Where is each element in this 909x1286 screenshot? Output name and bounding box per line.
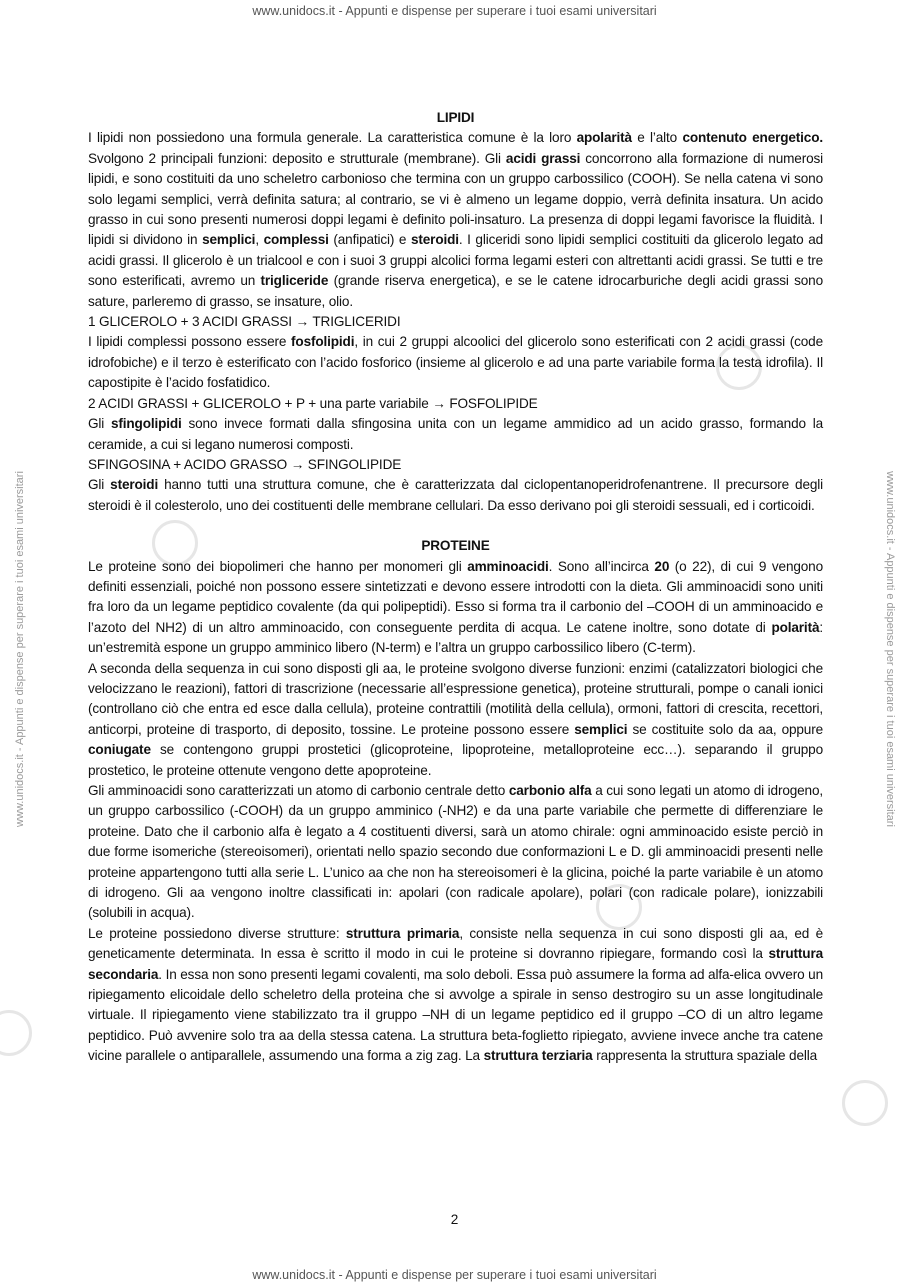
text-run: I lipidi complessi possono essere (88, 334, 292, 350)
text-run: SFINGOSINA + ACIDO GRASSO → SFINGOLIPIDE (88, 456, 402, 472)
bold-term: struttura secondaria (88, 946, 823, 982)
watermark-top: www.unidocs.it - Appunti e dispense per superare i tuoi esami universitari (252, 4, 657, 18)
paragraph (88, 924, 823, 1067)
text-run: Le proteine possiedono diverse strutture: (88, 925, 346, 941)
text-run: , in cui 2 gruppi alcoolici del glicerolo sono esterificati con 2 acidi grassi (code idrofobiche) e il terzo è esterificato con l’acido fosforico (insieme al glicerolo e ad una parte variabile forma la testa idrofila). Il capostipite è l’acido fosfatidico. (88, 334, 823, 391)
text-run: A seconda della sequenza in cui sono disposti gli aa, le proteine svolgono diverse funzioni: enzimi (catalizzatori biologici che velocizzano le reazioni), fattori di trascrizione (necessarie all’espressione genetica), proteine strutturali, pompe o canali ionici (controllano ciò che entra ed esce dalla cellula), proteine contrattili (motilità della cellula), ormoni, fattori di crescita, recettori, anticorpi, proteine di trasporto, di deposito, tossine. Le proteine possono essere (88, 660, 823, 737)
text-run: . Sono all’incirca (548, 558, 655, 574)
text-run: , consiste nella sequenza in cui sono disposti gli aa, ed è geneticamente determinata. In essa è scritto il modo in cui le proteine si dovranno ripiegare, formando così la (88, 925, 823, 962)
bold-term: semplici (202, 232, 256, 248)
bold-term: coniugate (88, 742, 151, 758)
text-run: se costituite solo da aa, oppure (627, 721, 824, 737)
bold-term: fosfolipidi (291, 334, 355, 350)
bold-term: contenuto energetico. (682, 130, 824, 146)
section-spacer (88, 516, 823, 536)
watermark-bottom: www.unidocs.it - Appunti e dispense per superare i tuoi esami universitari (252, 1268, 657, 1282)
text-run: Le proteine sono dei biopolimeri che hanno per monomeri gli (88, 558, 468, 574)
paragraph (88, 475, 823, 516)
bold-term: steroidi (110, 477, 159, 493)
section-heading: LIPIDI (436, 110, 475, 125)
text-run: hanno tutti una struttura comune, che è caratterizzata dal ciclopentanoperidrofenantrene. Il precursore degli steroidi è il colesterolo, uno dei costituenti delle membrane cellulari. Da esso derivano poi gli steroidi sessuali, ed i corticoidi. (88, 477, 824, 513)
paragraph (88, 332, 823, 393)
text-run: e l’alto (631, 130, 683, 146)
paragraph (88, 455, 823, 475)
bold-term: semplici (574, 721, 628, 737)
text-run: (o 22), di cui 9 vengono definiti essenziali, poiché non possono essere sintetizzati e devono essere introdotti con la dieta. Gli amminoacidi sono uniti fra loro da un legame peptidico covalente (da qui polipeptidi). Esso si forma tra il carbonio del –COOH di un amminoacido e l’azoto del NH2) di un altro amminoacido, con conseguente perdita di acqua. Le catene inoltre, sono dotate di (88, 558, 823, 635)
section-heading: PROTEINE (421, 538, 490, 554)
text-run: (grande riserva energetica), e se le catene idrocarburiche degli acidi grassi sono sature, parleremo di grasso, se insature, olio. (88, 273, 824, 309)
text-run: sono invece formati dalla sfingosina unita con un legame ammidico ad un acido grasso, formando la ceramide, a cui si legano numerosi composti. (88, 416, 823, 452)
text-run: , (255, 232, 264, 248)
text-run: a cui sono legati un atomo di idrogeno, un gruppo carbossilico (-COOH) da un gruppo amminico (-NH2) e da una parte variabile che permette di differenziare le proteine. Dato che il carbonio alfa è legato a 4 costituenti diversi, sarà un atomo chirale: ogni amminoacido esiste perciò in due forme isomeriche (stereoisomeri), orientati nello spazio secondo due conformazioni L e D. gli amminoacidi presenti nelle proteine appartengono tutti alla serie L. L’unico aa che non ha stereoisomeri è la glicina, poiché la parte variabile è un atomo di idrogeno. Gli aa vengono inoltre classificati in: apolari (con radicale apolare), polari (con radicale polare), ionizzabili (solubili in acqua). (88, 783, 824, 921)
paragraph (88, 394, 823, 414)
text-run: Svolgono 2 principali funzioni: deposito e strutturale (membrane). Gli (88, 150, 506, 166)
text-run: . I gliceridi sono lipidi semplici costituiti da glicerolo legato ad acidi grassi. Il glicerolo è un trialcool e con i suoi 3 gruppi alcolici forma legami esteri con altrettanti acidi grassi. Se tutti e tre sono esterificati, avremo un (88, 232, 824, 289)
text-run: Gli (88, 477, 111, 493)
text-run: Gli (88, 416, 111, 432)
paragraph (88, 414, 823, 455)
text-run: 2 ACIDI GRASSI + GLICEROLO + P + una parte variabile → FOSFOLIPIDE (88, 395, 538, 411)
bold-term: sfingolipidi (110, 416, 182, 432)
paragraph (88, 781, 823, 924)
bold-term: amminoacidi (467, 558, 549, 574)
bold-term: acidi grassi (505, 150, 581, 166)
paragraph (88, 312, 823, 332)
text-run: 1 GLICEROLO + 3 ACIDI GRASSI → TRIGLICERIDI (88, 314, 401, 330)
bold-term: steroidi (410, 232, 459, 248)
text-run: I lipidi non possiedono una formula generale. La caratteristica comune è la loro (88, 130, 577, 146)
bold-term: 20 (654, 558, 670, 574)
watermark-logo-icon (842, 1080, 888, 1126)
text-run: . In essa non sono presenti legami covalenti, ma solo deboli. Essa può assumere la forma ad alfa-elica ovvero un ripiegamento elicoidale dello scheletro della proteina che si avvolge a spirale in senso destrogiro su un asse longitudinale virtuale. Il ripiegamento viene stabilizzato tra il gruppo –NH di un legame peptidico ed il gruppo –CO di un altro legame peptidico. Può avvenire solo tra aa della stessa catena. La struttura beta-foglietto ripiegato, avviene invece anche tra catene vicine parallele o antiparallele, assumendo una forma a zig zag. La (88, 966, 823, 1064)
watermark-logo-icon (0, 1010, 32, 1056)
text-run: rappresenta la struttura spaziale della (592, 1048, 818, 1064)
paragraph (88, 557, 823, 659)
paragraph (88, 659, 823, 781)
bold-term: polarità (771, 619, 820, 635)
text-run: concorrono alla formazione di numerosi lipidi, e sono costituiti da uno scheletro carbonioso che termina con un gruppo carbossilico (COOH). Se nella catena vi sono solo legami semplici, verrà definita satura; al contrario, se vi è almeno un legame doppio, verrà definita insatura. Un acido grasso in cui sono presenti numerosi doppi legami è definito poli-insaturo. La presenza di doppi legami favorisce la fluidità. I lipidi si dividono in (88, 150, 824, 248)
bold-term: trigliceride (260, 273, 329, 289)
text-run: se contengono gruppi prostetici (glicoproteine, lipoproteine, metalloproteine ecc…). separando il gruppo prostetico, le proteine ottenute vengono dette apoproteine. (88, 742, 823, 778)
bold-term: struttura terziaria (483, 1048, 593, 1064)
bold-term: apolarità (576, 130, 632, 146)
text-run: : un’estremità espone un gruppo amminico libero (N-term) e l’altra un gruppo carbossilico libero (C-term). (88, 619, 823, 656)
watermark-left: www.unidocs.it - Appunti e dispense per superare i tuoi esami universitari (14, 471, 26, 827)
watermark-right: www.unidocs.it - Appunti e dispense per superare i tuoi esami universitari (884, 471, 896, 827)
bold-term: carbonio alfa (508, 783, 592, 798)
document-page (88, 108, 823, 1067)
page-number: 2 (450, 1212, 459, 1227)
paragraph (88, 128, 823, 312)
text-run: (anfipatici) e (328, 232, 411, 248)
text-run: Gli amminoacidi sono caratterizzati un atomo di carbonio centrale detto (88, 783, 509, 798)
bold-term: complessi (263, 232, 329, 248)
bold-term: struttura primaria (345, 925, 460, 941)
